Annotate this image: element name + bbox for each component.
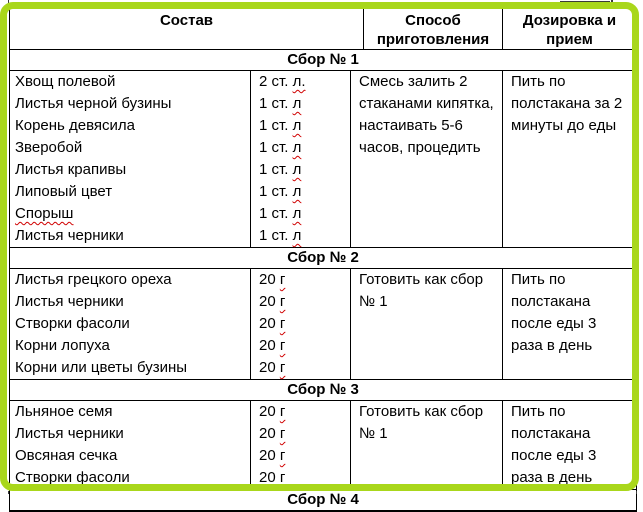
clipped-border-artifact — [560, 1, 610, 2]
ingredient-amount: 1 ст. л — [259, 139, 302, 156]
ingredient-amount-column — [251, 401, 351, 489]
preparation-line: настаивать 5-6 — [359, 117, 463, 134]
table-section — [10, 247, 636, 379]
preparation-line: часов, процедить — [359, 139, 481, 156]
ingredient-amount: 1 ст. л — [259, 95, 302, 112]
dosage-line: полстакана за 2 — [511, 95, 623, 112]
ingredient-amount: 1 ст. л — [259, 183, 302, 200]
section-body — [10, 71, 636, 247]
ingredient-name-column — [10, 269, 251, 379]
header-cell-composition: Состав — [10, 9, 364, 49]
clipped-border-artifact — [636, 491, 637, 494]
preparation-cell — [351, 401, 503, 489]
table-sections — [10, 49, 636, 511]
section-title: Сбор № 1 — [10, 49, 636, 71]
ingredient-name: Листья крапивы — [15, 161, 127, 178]
ingredient-name-column — [10, 71, 251, 247]
ingredient-name: Корни лопуха — [15, 337, 110, 354]
dosage-line: полстакана — [511, 293, 591, 310]
dosage-line: раза в день — [511, 337, 593, 354]
dosage-cell — [503, 71, 636, 247]
preparation-cell — [351, 71, 503, 247]
ingredient-name: Овсяная сечка — [15, 447, 118, 464]
ingredient-name: Листья черники — [15, 425, 124, 442]
ingredient-amount: 20 г — [259, 337, 286, 354]
preparation-cell — [351, 269, 503, 379]
ingredient-name: Листья грецкого ореха — [15, 271, 172, 288]
section-body — [10, 401, 636, 489]
section-title: Сбор № 2 — [10, 247, 636, 269]
ingredient-name: Створки фасоли — [15, 315, 130, 332]
table-header-row — [10, 9, 636, 49]
section-body — [10, 269, 636, 379]
ingredient-amount: 20 г — [259, 403, 286, 420]
dosage-line: Пить по — [511, 271, 566, 288]
ingredient-name: Хвощ полевой — [15, 73, 116, 90]
preparation-line: Смесь залить 2 — [359, 73, 468, 90]
dosage-line: после еды 3 — [511, 315, 597, 332]
ingredient-amount: 2 ст. л. — [259, 73, 306, 90]
clipped-border-artifact — [8, 491, 9, 494]
ingredient-name: Створки фасоли — [15, 469, 130, 486]
ingredient-amount: 1 ст. л — [259, 117, 302, 134]
ingredient-amount-column — [251, 269, 351, 379]
dosage-cell — [503, 401, 636, 489]
ingredient-amount: 20 г — [259, 315, 286, 332]
ingredient-name: Зверобой — [15, 139, 83, 156]
preparation-line: № 1 — [359, 293, 388, 310]
ingredient-name-column — [10, 401, 251, 489]
preparation-line: Готовить как сбор — [359, 271, 484, 288]
preparation-line: стаканами кипятка, — [359, 95, 494, 112]
ingredient-name: Корни или цветы бузины — [15, 359, 188, 376]
ingredient-name: Льняное семя — [15, 403, 113, 420]
ingredient-amount-column — [251, 71, 351, 247]
dosage-line: Пить по — [511, 73, 566, 90]
ingredient-name: Листья черники — [15, 227, 124, 244]
remedies-table — [9, 8, 637, 512]
ingredient-amount: 1 ст. л — [259, 227, 302, 244]
ingredient-name: Листья черники — [15, 293, 124, 310]
table-section — [10, 489, 636, 511]
ingredient-amount: 20 г — [259, 447, 286, 464]
ingredient-amount: 20 г — [259, 271, 286, 288]
preparation-line: № 1 — [359, 425, 388, 442]
clipped-border-artifact — [8, 0, 9, 4]
section-title: Сбор № 4 — [10, 489, 636, 511]
preparation-line: Готовить как сбор — [359, 403, 484, 420]
dosage-line: полстакана — [511, 425, 591, 442]
section-title: Сбор № 3 — [10, 379, 636, 401]
ingredient-amount: 1 ст. л — [259, 205, 302, 222]
dosage-line: после еды 3 — [511, 447, 597, 464]
ingredient-amount: 20 г — [259, 359, 286, 376]
ingredient-name: Листья черной бузины — [15, 95, 172, 112]
ingredient-amount: 20 г — [259, 425, 286, 442]
header-cell-dosage: Дозировка и прием — [522, 12, 617, 48]
dosage-cell — [503, 269, 636, 379]
dosage-line: минуты до еды — [511, 117, 617, 134]
dosage-line: Пить по — [511, 403, 566, 420]
dosage-line: раза в день — [511, 469, 593, 486]
ingredient-name: Липовый цвет — [15, 183, 113, 200]
clipped-border-artifact — [611, 0, 613, 5]
ingredient-name: Корень девясила — [15, 117, 136, 134]
ingredient-amount: 20 г — [259, 293, 286, 310]
ingredient-amount: 1 ст. л — [259, 161, 302, 178]
table-section — [10, 49, 636, 247]
ingredient-name: Спорыш — [15, 205, 74, 222]
ingredient-amount: 20 г — [259, 469, 286, 486]
header-cell-preparation: Способ приготовления — [364, 9, 503, 49]
table-section — [10, 379, 636, 489]
